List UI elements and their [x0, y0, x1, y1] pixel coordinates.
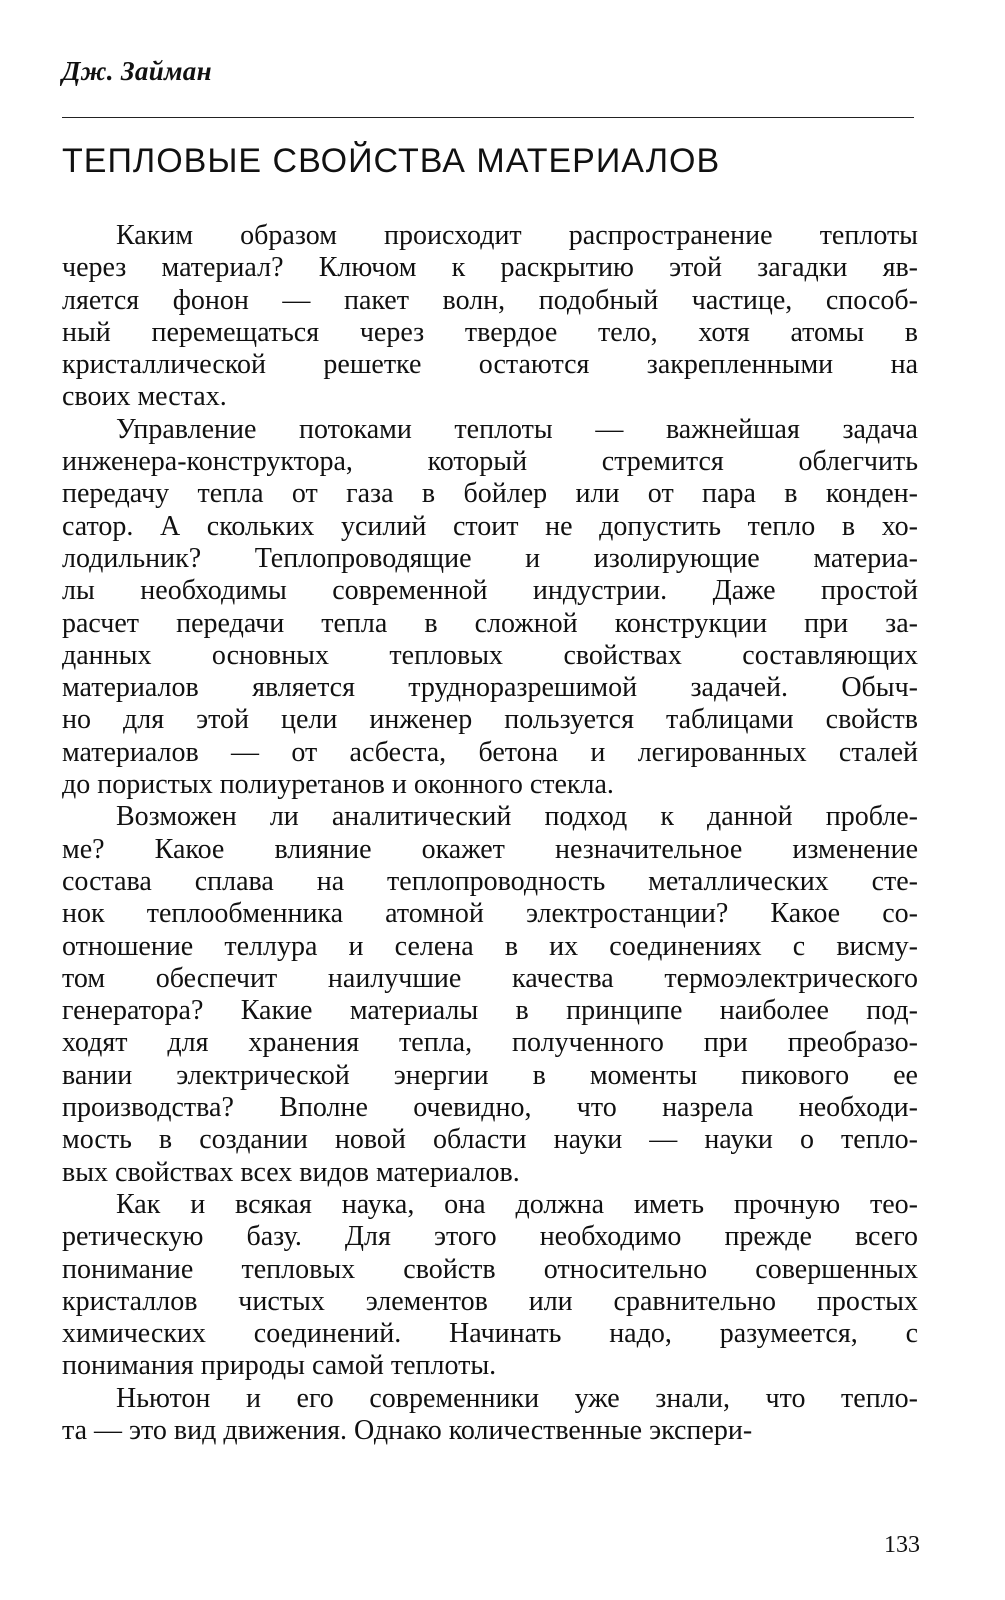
text-line: лодильник? Теплопроводящие и изолирующие материа-	[62, 542, 918, 574]
author-name: Дж. Займан	[62, 56, 212, 86]
text-line: передачу тепла от газа в бойлер или от пара в конден-	[62, 478, 918, 510]
text-line: до пористых полиуретанов и оконного стекла.	[62, 769, 614, 801]
paragraph	[62, 220, 918, 414]
text-line: ретическую базу. Для этого необходимо прежде всего	[62, 1221, 918, 1253]
text-line: отношение теллура и селена в их соединениях с висму-	[62, 930, 918, 962]
paragraph	[62, 1189, 918, 1383]
text-line: понимание тепловых свойств относительно совершенных	[62, 1253, 918, 1285]
text-line: лы необходимы современной индустрии. Даже простой	[62, 575, 918, 607]
text-line: состава сплава на теплопроводность металлических сте-	[62, 865, 918, 897]
text-line: своих местах.	[62, 381, 227, 413]
text-line: том обеспечит наилучшие качества термоэлектрического	[62, 962, 918, 994]
text-line: ный перемещаться через твердое тело, хотя атомы в	[62, 316, 918, 348]
text-line: инженера-конструктора, который стремится облегчить	[62, 446, 918, 478]
text-line: Как и всякая наука, она должна иметь прочную тео-	[116, 1188, 918, 1220]
text-line: Возможен ли аналитический подход к данной пробле-	[116, 801, 918, 833]
text-line: химических соединений. Начинать надо, разумеется, с	[62, 1318, 918, 1350]
article-title: ТЕПЛОВЫЕ СВОЙСТВА МАТЕРИАЛОВ	[62, 142, 721, 180]
text-line: генератора? Какие материалы в принципе наиболее под-	[62, 995, 918, 1027]
text-line: Управление потоками теплоты — важнейшая задача	[116, 413, 918, 445]
text-line: но для этой цели инженер пользуется таблицами свойств	[62, 704, 918, 736]
paragraph	[62, 801, 918, 1189]
text-line: материалов является трудноразрешимой задачей. Обыч-	[62, 672, 918, 704]
text-line: нок теплообменника атомной электростанции? Какое со-	[62, 898, 918, 930]
text-line: ме? Какое влияние окажет незначительное изменение	[62, 833, 918, 865]
text-line: ходят для хранения тепла, полученного при преобразо-	[62, 1027, 918, 1059]
article-body	[62, 220, 918, 1447]
text-line: мость в создании новой области науки — науки о тепло-	[62, 1124, 918, 1156]
text-line: та — это вид движения. Однако количественные экспери-	[62, 1414, 753, 1446]
text-line: кристаллической решетке остаются закрепленными на	[62, 349, 918, 381]
text-line: понимания природы самой теплоты.	[62, 1350, 497, 1382]
page-number: 133	[884, 1532, 920, 1558]
paragraph	[62, 414, 918, 802]
text-line: сатор. А скольких усилий стоит не допустить тепло в хо-	[62, 510, 918, 542]
text-line: вании электрической энергии в моменты пикового ее	[62, 1059, 918, 1091]
text-line: через материал? Ключом к раскрытию этой загадки яв-	[62, 252, 918, 284]
text-line: вых свойствах всех видов материалов.	[62, 1156, 520, 1188]
text-line: данных основных тепловых свойствах составляющих	[62, 639, 918, 671]
text-line: производства? Вполне очевидно, что назрела необходи-	[62, 1092, 918, 1124]
text-line: материалов — от асбеста, бетона и легированных сталей	[62, 736, 918, 768]
header-rule	[62, 117, 914, 118]
text-line: ляется фонон — пакет волн, подобный частице, способ-	[62, 284, 918, 316]
text-line: кристаллов чистых элементов или сравнительно простых	[62, 1285, 918, 1317]
paragraph	[62, 1383, 918, 1448]
text-line: расчет передачи тепла в сложной конструкции при за-	[62, 607, 918, 639]
text-line: Ньютон и его современники уже знали, что тепло-	[116, 1382, 918, 1414]
text-line: Каким образом происходит распространение теплоты	[116, 220, 918, 251]
